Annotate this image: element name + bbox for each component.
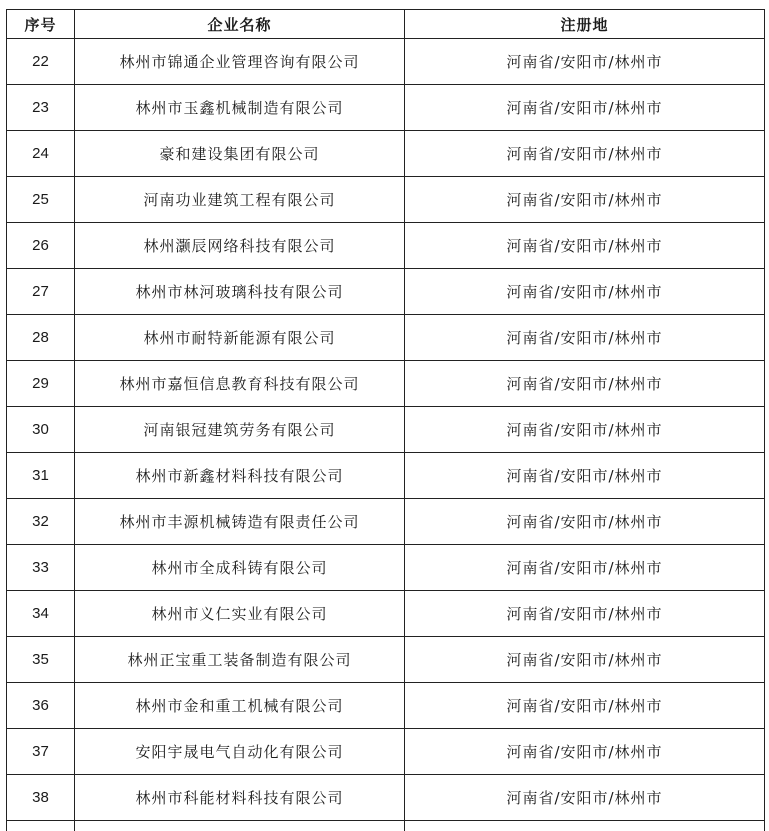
- table-row: [7, 177, 765, 223]
- row-index: 23: [7, 85, 75, 131]
- table-row: [7, 637, 765, 683]
- row-index: 25: [7, 177, 75, 223]
- row-company-name: 豪和建设集团有限公司: [75, 131, 405, 177]
- table-row: [7, 39, 765, 85]
- row-index: 31: [7, 453, 75, 499]
- table-row: [7, 683, 765, 729]
- row-company-name: 河南功业建筑工程有限公司: [75, 177, 405, 223]
- table-row: [7, 499, 765, 545]
- table-header: [7, 10, 765, 39]
- row-registered-location: 河南省/安阳市/林州市: [405, 545, 765, 591]
- row-index: 37: [7, 729, 75, 775]
- row-registered-location: 河南省/安阳市/林州市: [405, 683, 765, 729]
- table-row: [7, 591, 765, 637]
- row-registered-location: 河南省/安阳市/林州市: [405, 729, 765, 775]
- row-registered-location: 河南省/安阳市/林州市: [405, 499, 765, 545]
- company-table-container: [6, 9, 764, 831]
- row-registered-location: 河南省/安阳市/林州市: [405, 177, 765, 223]
- row-company-name: 林州市锦通企业管理咨询有限公司: [75, 39, 405, 85]
- table-row: [7, 407, 765, 453]
- row-registered-location: 河南省/安阳市/林州市: [405, 637, 765, 683]
- row-index: 28: [7, 315, 75, 361]
- row-company-name: 安阳宇晟电气自动化有限公司: [75, 729, 405, 775]
- table-row: [7, 545, 765, 591]
- row-registered-location: 河南省/安阳市/林州市: [405, 453, 765, 499]
- row-index: 38: [7, 775, 75, 821]
- row-registered-location: 河南省/安阳市/林州市: [405, 85, 765, 131]
- row-company-name: 林州正宝重工装备制造有限公司: [75, 637, 405, 683]
- table-row: [7, 775, 765, 821]
- row-company-name: 林州市新鑫材料科技有限公司: [75, 453, 405, 499]
- row-registered-location: 河南省/安阳市/林州市: [405, 361, 765, 407]
- row-index: 24: [7, 131, 75, 177]
- row-registered-location: 河南省/安阳市/林州市: [405, 775, 765, 821]
- partial-cell: [75, 821, 405, 831]
- table-body: [7, 39, 765, 831]
- row-company-name: 林州市义仁实业有限公司: [75, 591, 405, 637]
- row-registered-location: 河南省/安阳市/林州市: [405, 223, 765, 269]
- row-index: 30: [7, 407, 75, 453]
- row-index: 34: [7, 591, 75, 637]
- table-row: [7, 223, 765, 269]
- row-index: 33: [7, 545, 75, 591]
- table-row: [7, 315, 765, 361]
- table-row: [7, 85, 765, 131]
- row-index: 26: [7, 223, 75, 269]
- row-company-name: 林州市耐特新能源有限公司: [75, 315, 405, 361]
- header-row: [7, 10, 765, 39]
- row-registered-location: 河南省/安阳市/林州市: [405, 591, 765, 637]
- table-row-partial: [7, 821, 765, 831]
- row-registered-location: 河南省/安阳市/林州市: [405, 131, 765, 177]
- row-company-name: 林州灏辰网络科技有限公司: [75, 223, 405, 269]
- partial-cell: [405, 821, 765, 831]
- header-registered-location: 注册地: [405, 10, 765, 39]
- row-registered-location: 河南省/安阳市/林州市: [405, 315, 765, 361]
- table-row: [7, 361, 765, 407]
- row-company-name: 林州市金和重工机械有限公司: [75, 683, 405, 729]
- row-registered-location: 河南省/安阳市/林州市: [405, 269, 765, 315]
- row-registered-location: 河南省/安阳市/林州市: [405, 407, 765, 453]
- row-company-name: 林州市科能材料科技有限公司: [75, 775, 405, 821]
- row-company-name: 林州市全成科铸有限公司: [75, 545, 405, 591]
- row-company-name: 林州市丰源机械铸造有限责任公司: [75, 499, 405, 545]
- row-index: 32: [7, 499, 75, 545]
- row-index: 29: [7, 361, 75, 407]
- partial-cell: [7, 821, 75, 831]
- company-table: [6, 9, 765, 831]
- row-company-name: 林州市嘉恒信息教育科技有限公司: [75, 361, 405, 407]
- row-index: 22: [7, 39, 75, 85]
- row-index: 27: [7, 269, 75, 315]
- row-registered-location: 河南省/安阳市/林州市: [405, 39, 765, 85]
- header-index: 序号: [7, 10, 75, 39]
- table-row: [7, 729, 765, 775]
- row-index: 35: [7, 637, 75, 683]
- row-company-name: 河南银冠建筑劳务有限公司: [75, 407, 405, 453]
- row-company-name: 林州市林河玻璃科技有限公司: [75, 269, 405, 315]
- table-row: [7, 269, 765, 315]
- row-company-name: 林州市玉鑫机械制造有限公司: [75, 85, 405, 131]
- table-row: [7, 453, 765, 499]
- table-row: [7, 131, 765, 177]
- row-index: 36: [7, 683, 75, 729]
- header-company-name: 企业名称: [75, 10, 405, 39]
